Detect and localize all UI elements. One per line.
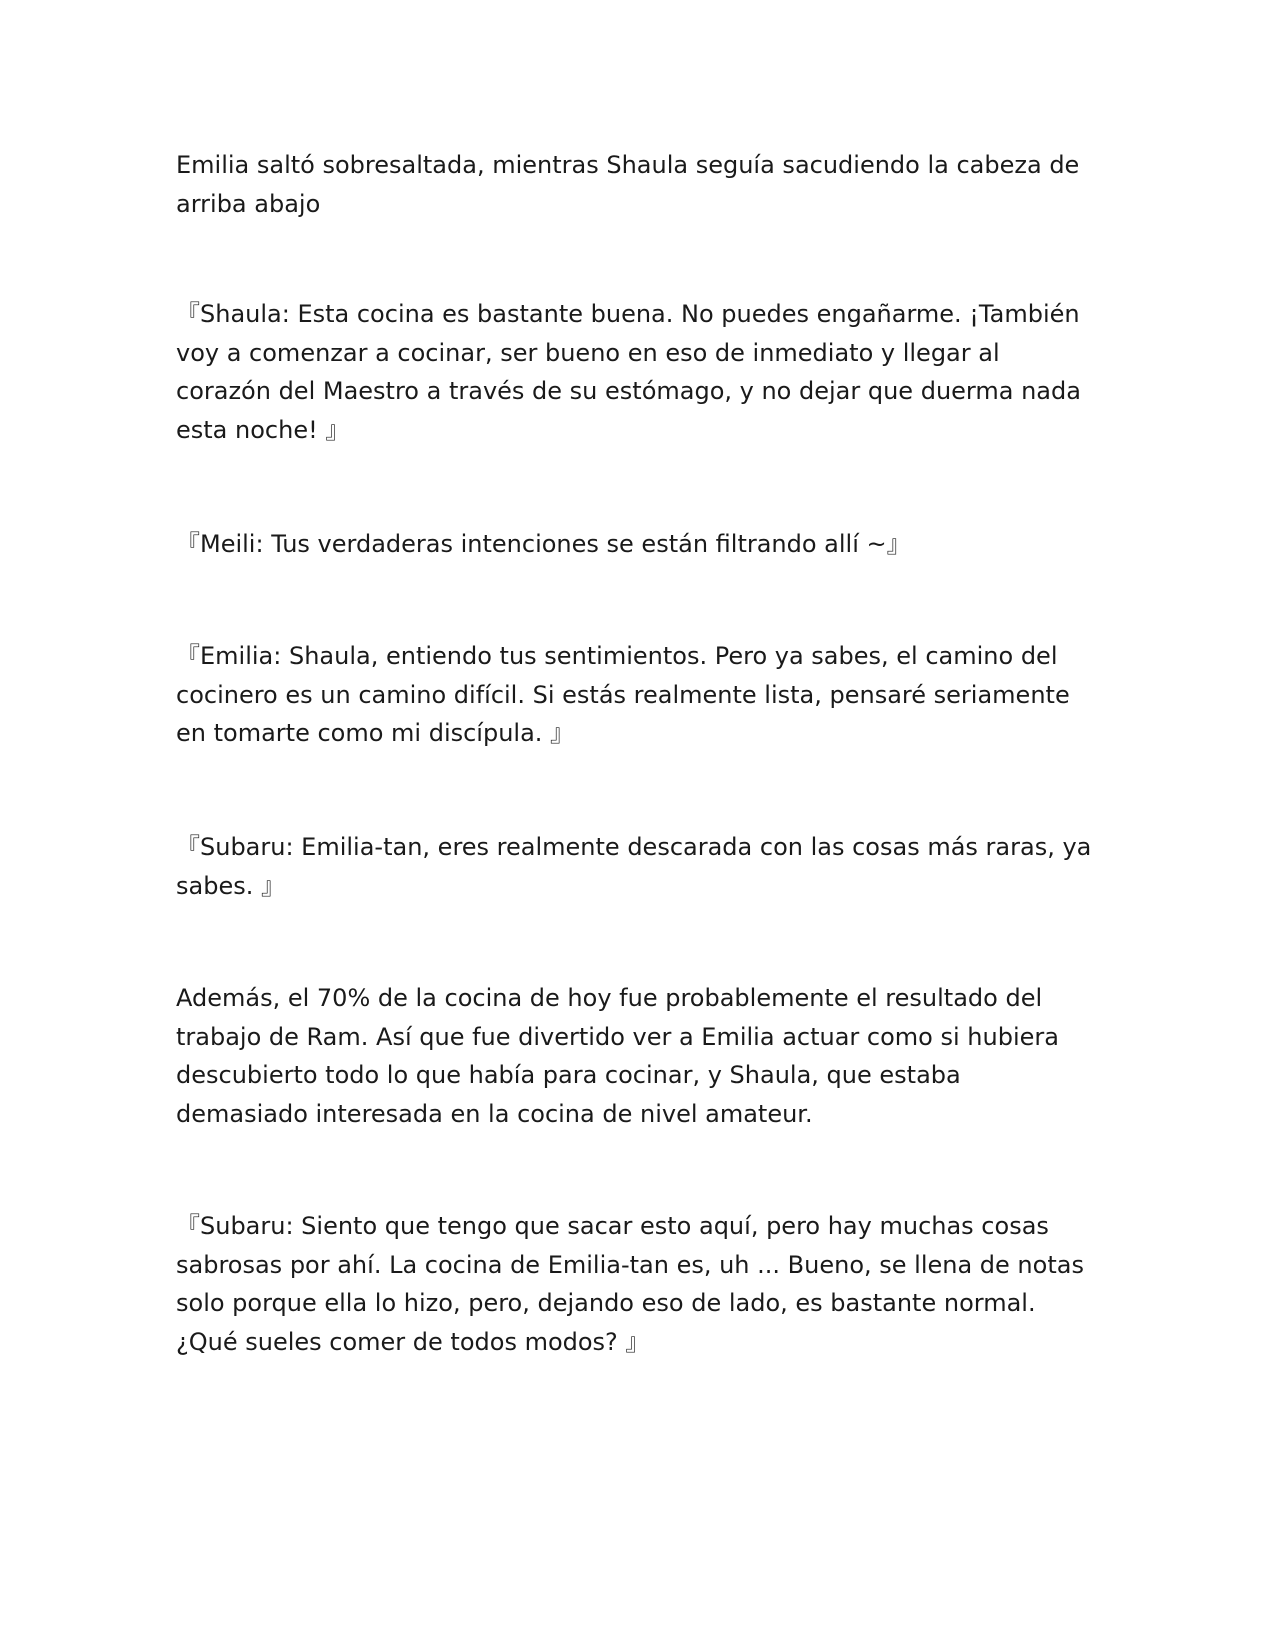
paragraph-narration-cooking: Además, el 70% de la cocina de hoy fue probablemente el resultado del trabajo de Ram. Así que fue divertido ver a Emilia actuar como si hubiera descubierto todo lo que había para cocinar, y Shaula, que estaba demasiado interesada en la cocina de nivel amateur. [176,984,1059,1128]
paragraph-dialogue-meili: 『Meili: Tus verdaderas intenciones se están filtrando allí ~』 [176,530,911,558]
paragraph-dialogue-subaru-1: 『Subaru: Emilia-tan, eres realmente descarada con las cosas más raras, ya sabes. 』 [176,833,1092,900]
paragraph-narration-emilia-startled: Emilia saltó sobresaltada, mientras Shaula seguía sacudiendo la cabeza de arriba abajo [176,151,1080,218]
paragraph-dialogue-emilia: 『Emilia: Shaula, entiendo tus sentimientos. Pero ya sabes, el camino del cocinero es un camino difícil. Si estás realmente lista, pensaré seriamente en tomarte como mi discípula. 』 [176,642,1070,747]
paragraph-dialogue-shaula: 『Shaula: Esta cocina es bastante buena. No puedes engañarme. ¡También voy a comenzar a cocinar, ser bueno en eso de inmediato y llegar al corazón del Maestro a través de su estómago, y no dejar que duerma nada esta noche! 』 [176,300,1081,444]
paragraph-dialogue-subaru-2: 『Subaru: Siento que tengo que sacar esto aquí, pero hay muchas cosas sabrosas por ahí. La cocina de Emilia-tan es, uh ... Bueno, se llena de notas solo porque ella lo hizo, pero, dejando eso de lado, es bastante normal. ¿Qué sueles comer de todos modos? 』 [176,1212,1084,1356]
